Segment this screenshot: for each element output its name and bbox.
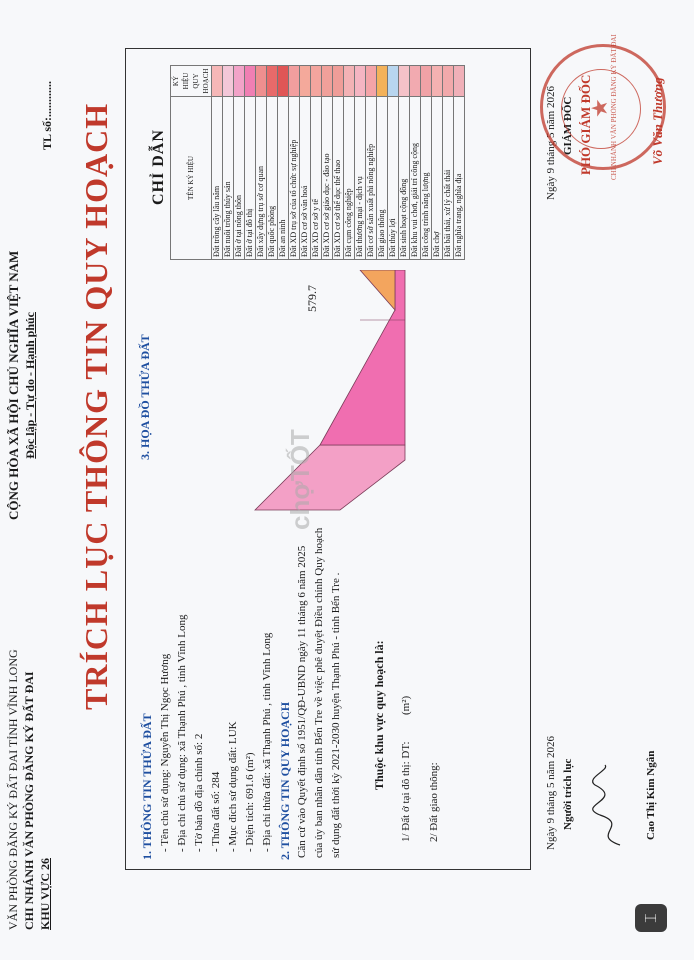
left-sign-date: Ngày 9 tháng 5 năm 2026 <box>545 736 557 850</box>
tl-number: TL số:............ <box>40 80 54 150</box>
legend-item-swatch <box>410 66 421 97</box>
legend-item-swatch <box>245 66 256 97</box>
basis-line2: của ủy ban nhân dân tỉnh Bến Tre về việc phê duyệt Điều chỉnh Quy hoạch <box>313 527 325 858</box>
legend-row <box>432 66 443 260</box>
legend-item-name: Đất XD cơ sở y tế <box>311 97 322 260</box>
land-purpose: - Mục đích sử dụng đất: LUK <box>227 721 239 852</box>
legend-item-name: Đất nuôi trồng thủy sản <box>223 97 234 260</box>
legend-row <box>421 66 432 260</box>
road-parcel <box>360 270 395 310</box>
zone-item2: 2/ Đất giao thông: <box>428 762 440 842</box>
legend-item-name: Đất trồng cây lâu năm <box>212 97 223 260</box>
legend-row <box>289 66 300 260</box>
legend-item-name: Đất thương mại - dịch vụ <box>355 97 366 260</box>
legend-row <box>388 66 399 260</box>
agency-line2: CHI NHÁNH VĂN PHÒNG ĐĂNG KÝ ĐẤT ĐAI <box>22 671 36 930</box>
legend-row <box>344 66 355 260</box>
legend-item-name: Đất thủy lợi <box>388 97 399 260</box>
legend-item-swatch <box>223 66 234 97</box>
motto: Độc lập - Tự do - Hạnh phúc <box>23 312 37 459</box>
right-sign-name: Võ Văn Thương <box>650 77 665 165</box>
agency-line3: KHU VỰC 26 <box>38 858 52 930</box>
legend-item-name: Đất XD trụ sở của tổ chức sự nghiệp <box>289 97 300 260</box>
legend-item-name: Đất giao thông <box>377 97 388 260</box>
legend-row <box>300 66 311 260</box>
legend-body <box>212 66 465 260</box>
legend-row <box>212 66 223 260</box>
owner-address: - Địa chỉ chủ sử dụng: xã Thạnh Phú , tỉnh Vĩnh Long <box>176 614 188 852</box>
legend-item-name: Đất nghĩa trang, nghĩa địa <box>454 97 465 260</box>
legend-item-swatch <box>289 66 300 97</box>
legend-item-swatch <box>344 66 355 97</box>
official-seal <box>540 44 666 170</box>
legend-item-swatch <box>443 66 454 97</box>
legend-row <box>333 66 344 260</box>
legend-row <box>322 66 333 260</box>
left-signature-scribble <box>580 760 635 850</box>
legend-item-name: Đất XD cơ sở giáo dục - đào tạo <box>322 97 333 260</box>
scan-icon[interactable]: ⌶ <box>635 904 667 932</box>
basis-line1: Căn cứ vào Quyết định số 1951/QĐ-UBND ngày 11 tháng 6 năm 2025 <box>296 545 308 858</box>
legend-item-name: Đất bãi thải, xử lý chất thải <box>443 97 454 260</box>
section1-heading: 1. THÔNG TIN THỬA ĐẤT <box>140 713 154 860</box>
legend-item-name: Đất quốc phòng <box>267 97 278 260</box>
legend-item-swatch <box>300 66 311 97</box>
right-sign-role2: PHÓ GIÁM ĐỐC <box>578 74 593 175</box>
zone-item1-unit: (m²) <box>400 695 412 715</box>
legend-row <box>410 66 421 260</box>
legend-col-symbol: KÝ HIỆU QUY HOẠCH <box>171 66 212 97</box>
basis-line3: sử dụng đất thời kỳ 2021-2030 huyện Thạnh Phú - tỉnh Bến Tre . <box>330 572 342 858</box>
legend-item-swatch <box>366 66 377 97</box>
legend-row <box>256 66 267 260</box>
dimension-label: 579.7 <box>305 285 319 312</box>
parcel-number: - Thửa đất số: 284 <box>210 771 222 852</box>
section2-heading: 2. THÔNG TIN QUY HOẠCH <box>278 701 292 860</box>
section3-heading: 3. HỌA ĐỒ THỬA ĐẤT <box>138 334 152 460</box>
legend-item-swatch <box>377 66 388 97</box>
legend-title: CHỈ DẪN <box>150 129 167 205</box>
agency-line1: VĂN PHÒNG ĐĂNG KÝ ĐẤT ĐAI TỈNH VĨNH LONG <box>6 649 20 930</box>
legend-row <box>234 66 245 260</box>
seal-text: CHI NHÁNH VĂN PHÒNG ĐĂNG KÝ ĐẤT ĐAI <box>610 34 618 180</box>
legend-row <box>311 66 322 260</box>
agency-header <box>5 649 53 930</box>
right-sign-date: Ngày 9 tháng 5 năm 2026 <box>545 86 557 200</box>
legend-item-name: Đất xây dựng trụ sở cơ quan <box>256 97 267 260</box>
zone-item1: 1/ Đất ở tại đô thị: DT: <box>400 741 412 842</box>
legend-row <box>399 66 410 260</box>
legend-item-swatch <box>432 66 443 97</box>
legend-row <box>355 66 366 260</box>
legend-item-swatch <box>234 66 245 97</box>
legend-item-name: Đất ở tại đô thị <box>245 97 256 260</box>
legend-row <box>267 66 278 260</box>
right-sign-role1: GIÁM ĐỐC <box>562 96 574 155</box>
legend-item-swatch <box>256 66 267 97</box>
legend-item-name: Đất ở tại nông thôn <box>234 97 245 260</box>
legend-row <box>366 66 377 260</box>
legend-row <box>223 66 234 260</box>
legend-row <box>443 66 454 260</box>
legend-item-swatch <box>311 66 322 97</box>
legend-item-swatch <box>278 66 289 97</box>
legend-item-name: Đất công trình năng lượng <box>421 97 432 260</box>
republic-title: CỘNG HÒA XÃ HỘI CHỦ NGHĨA VIỆT NAM <box>6 250 21 520</box>
legend-item-swatch <box>399 66 410 97</box>
legend-row <box>245 66 256 260</box>
parcel-map <box>230 270 410 520</box>
legend-item-name: Đất XD cơ sở văn hoá <box>300 97 311 260</box>
legend-item-swatch <box>333 66 344 97</box>
legend-item-name: Đất XD cơ sở thể dục thể thao <box>333 97 344 260</box>
legend-item-swatch <box>388 66 399 97</box>
neighbor-parcel <box>255 445 405 510</box>
republic-header <box>5 251 39 520</box>
legend-item-name: Đất cụm công nghiệp <box>344 97 355 260</box>
legend-item-swatch <box>322 66 333 97</box>
seal-star-icon: ★ <box>587 98 612 118</box>
left-sign-role: Người trích lục <box>562 758 574 830</box>
zone-heading: Thuộc khu vực quy hoạch là: <box>372 640 386 790</box>
legend-item-name: Đất an ninh <box>278 97 289 260</box>
legend-table <box>170 65 465 260</box>
legend-item-name: Đất sinh hoạt cộng đồng <box>399 97 410 260</box>
owner-name: - Tên chủ sử dụng: Nguyễn Thị Ngọc Hương <box>159 653 171 852</box>
legend-item-name: Đất khu vui chơi, giải trí công cộng <box>410 97 421 260</box>
legend-row <box>278 66 289 260</box>
legend-row <box>377 66 388 260</box>
map-sheet: - Tờ bản đồ địa chính số: 2 <box>193 733 205 852</box>
legend-row <box>454 66 465 260</box>
land-area: - Diện tích: 691.6 (m²) <box>244 752 256 852</box>
watermark: chợTỐT <box>285 429 315 530</box>
legend-item-swatch <box>454 66 465 97</box>
left-sign-name: Cao Thị Kim Ngân <box>645 750 657 840</box>
legend-col-name: TÊN KÝ HIỆU <box>171 97 212 260</box>
legend-item-swatch <box>421 66 432 97</box>
document-title: TRÍCH LỤC THÔNG TIN QUY HOẠCH <box>78 102 114 710</box>
legend-item-name: Đất chợ <box>432 97 443 260</box>
parcel-address: - Địa chỉ thửa đất: xã Thạnh Phú , tỉnh Vĩnh Long <box>261 632 273 852</box>
legend-item-swatch <box>355 66 366 97</box>
legend-item-swatch <box>212 66 223 97</box>
legend-item-swatch <box>267 66 278 97</box>
legend-item-name: Đất cơ sở sản xuất phi nông nghiệp <box>366 97 377 260</box>
